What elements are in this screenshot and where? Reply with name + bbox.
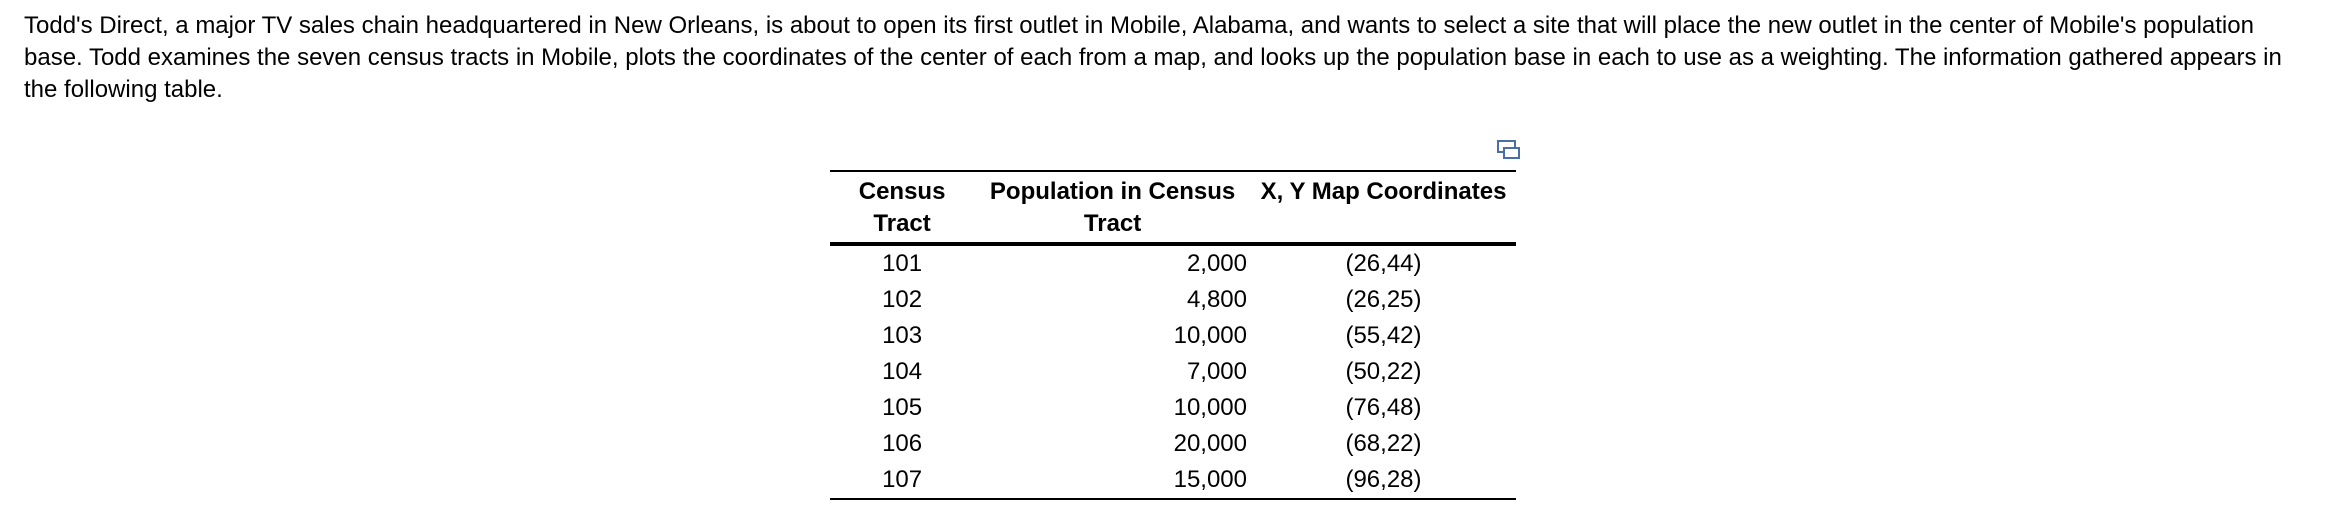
table-row: [830, 390, 1516, 426]
table-row: [830, 354, 1516, 390]
header-population: Population in Census Tract: [989, 178, 1236, 237]
table-row: [830, 318, 1516, 354]
copy-table-icon[interactable]: [1497, 140, 1521, 160]
coordinates-cell: (50,22): [1345, 358, 1422, 385]
tract-cell: 105: [882, 394, 923, 421]
population-cell: 10,000: [1173, 322, 1247, 349]
population-cell: 15,000: [1173, 466, 1247, 493]
table-row: [830, 282, 1516, 318]
census-table-container: [830, 170, 1516, 500]
table-row: [830, 426, 1516, 462]
census-table: [830, 170, 1516, 500]
coordinates-cell: (26,25): [1345, 286, 1422, 313]
tract-cell: 103: [882, 322, 923, 349]
table-row: [830, 462, 1516, 499]
tract-cell: 101: [882, 250, 923, 277]
problem-statement: Todd's Direct, a major TV sales chain headquartered in New Orleans, is about to open its first outlet in Mobile, Alabama, and wants to select a site that will place the new outlet in the center of Mobile's population base. Todd examines the seven census tracts in Mobile, plots the coordinates of the center of each from a map, and looks up the population base in each to use as a weighting. The information gathered appears in the following table.: [24, 12, 2282, 103]
tract-cell: 106: [882, 430, 923, 457]
coordinates-cell: (96,28): [1345, 466, 1422, 493]
tract-cell: 102: [882, 286, 923, 313]
coordinates-cell: (76,48): [1345, 394, 1422, 421]
population-cell: 20,000: [1173, 430, 1247, 457]
coordinates-cell: (55,42): [1345, 322, 1422, 349]
tract-cell: 107: [882, 466, 923, 493]
header-coordinates: X, Y Map Coordinates: [1260, 178, 1507, 205]
coordinates-cell: (26,44): [1345, 250, 1422, 277]
header-census-tract: Census Tract: [858, 178, 946, 237]
population-cell: 4,800: [1186, 286, 1247, 313]
tract-cell: 104: [882, 358, 923, 385]
coordinates-cell: (68,22): [1345, 430, 1422, 457]
table-row: [830, 244, 1516, 282]
population-cell: 7,000: [1186, 358, 1247, 385]
population-cell: 10,000: [1173, 394, 1247, 421]
population-cell: 2,000: [1186, 250, 1247, 277]
table-header-row: [830, 171, 1516, 244]
